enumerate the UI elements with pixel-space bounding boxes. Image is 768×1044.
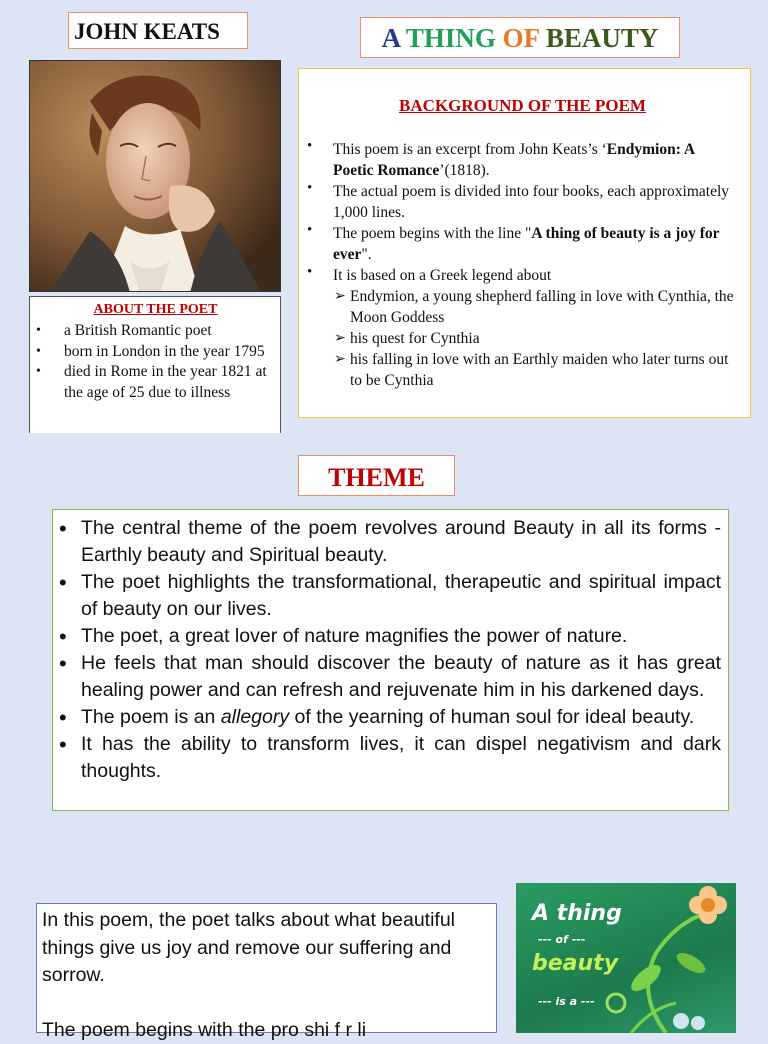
- title-word-thing: THING: [406, 23, 496, 53]
- about-poet-panel: [29, 296, 281, 433]
- about-poet-heading: ABOUT THE POET: [36, 300, 275, 320]
- theme-item: [59, 704, 721, 731]
- poem-title-heading: [360, 17, 680, 58]
- poem-source-title: Endymion: A Poetic Romance: [333, 141, 694, 179]
- title-word-of: OF: [503, 23, 540, 53]
- opening-line: A thing of beauty is a joy for ever: [333, 225, 719, 263]
- summary-paragraph: The poem begins with the pro shi f r li: [42, 1017, 491, 1044]
- legend-subitem: ➢ his quest for Cynthia: [307, 328, 738, 349]
- summary-paragraph: In this poem, the poet talks about what beautiful things give us joy and remove our suffering and sorrow.: [42, 907, 491, 990]
- theme-item-text: of the yearning of human soul for ideal beauty.: [289, 706, 694, 728]
- theme-heading: [298, 455, 455, 496]
- theme-list: [59, 515, 721, 785]
- background-item-text: ".: [361, 246, 371, 263]
- theme-item: • It has the ability to transform lives, it can dispel negativism and dark thoughts.: [59, 731, 721, 785]
- summary-panel: [36, 903, 497, 1033]
- theme-item: • The poet, a great lover of nature magnifies the power of nature.: [59, 623, 721, 650]
- background-item: [307, 223, 738, 265]
- cover-title-line: beauty: [532, 951, 618, 976]
- theme-heading-text: THEME: [328, 463, 425, 492]
- about-poet-list: [36, 321, 275, 403]
- about-item: • a British Romantic poet: [36, 321, 275, 342]
- allegory-word: allegory: [221, 706, 289, 728]
- poem-cover-image: [516, 883, 736, 1033]
- background-item-text: The poem begins with the line ": [333, 225, 531, 242]
- about-item: • born in London in the year 1795: [36, 342, 275, 363]
- about-item: • died in Rome in the year 1821 at the age of 25 due to illness: [36, 362, 275, 403]
- title-word-a: A: [382, 23, 400, 53]
- background-panel: [298, 68, 751, 418]
- theme-item-text: The poem is an: [81, 706, 221, 728]
- theme-panel: [52, 509, 729, 811]
- portrait-illustration: [30, 61, 281, 292]
- cover-title-line: --- of ---: [538, 933, 585, 946]
- theme-item: • He feels that man should discover the beauty of nature as it has great healing power and can refresh and rejuvenate him in his darkened days.: [59, 650, 721, 704]
- legend-subitem: ➢ his falling in love with an Earthly maiden who later turns out to be Cynthia: [307, 349, 738, 391]
- title-word-beauty: BEAUTY: [546, 23, 659, 53]
- background-list: [307, 139, 738, 391]
- background-item-text: ’(1818).: [439, 162, 489, 179]
- background-item: [307, 139, 738, 181]
- background-item: • The actual poem is divided into four books, each approximately 1,000 lines.: [307, 181, 738, 223]
- theme-item: • The central theme of the poem revolves around Beauty in all its forms - Earthly beauty and Spiritual beauty.: [59, 515, 721, 569]
- background-item-text: This poem is an excerpt from John Keats’s ‘: [333, 141, 607, 158]
- background-heading: BACKGROUND OF THE POEM: [307, 95, 738, 116]
- theme-item: • The poet highlights the transformational, therapeutic and spiritual impact of beauty on our lives.: [59, 569, 721, 623]
- background-item: • It is based on a Greek legend about: [307, 265, 738, 286]
- cover-title-line: A thing: [532, 901, 622, 926]
- legend-subitem: ➢ Endymion, a young shepherd falling in love with Cynthia, the Moon Goddess: [307, 286, 738, 328]
- poet-name-heading: [68, 12, 248, 49]
- cover-title-line: --- is a ---: [538, 995, 595, 1008]
- poet-name-text: JOHN KEATS: [74, 19, 220, 44]
- poet-portrait: [29, 60, 281, 292]
